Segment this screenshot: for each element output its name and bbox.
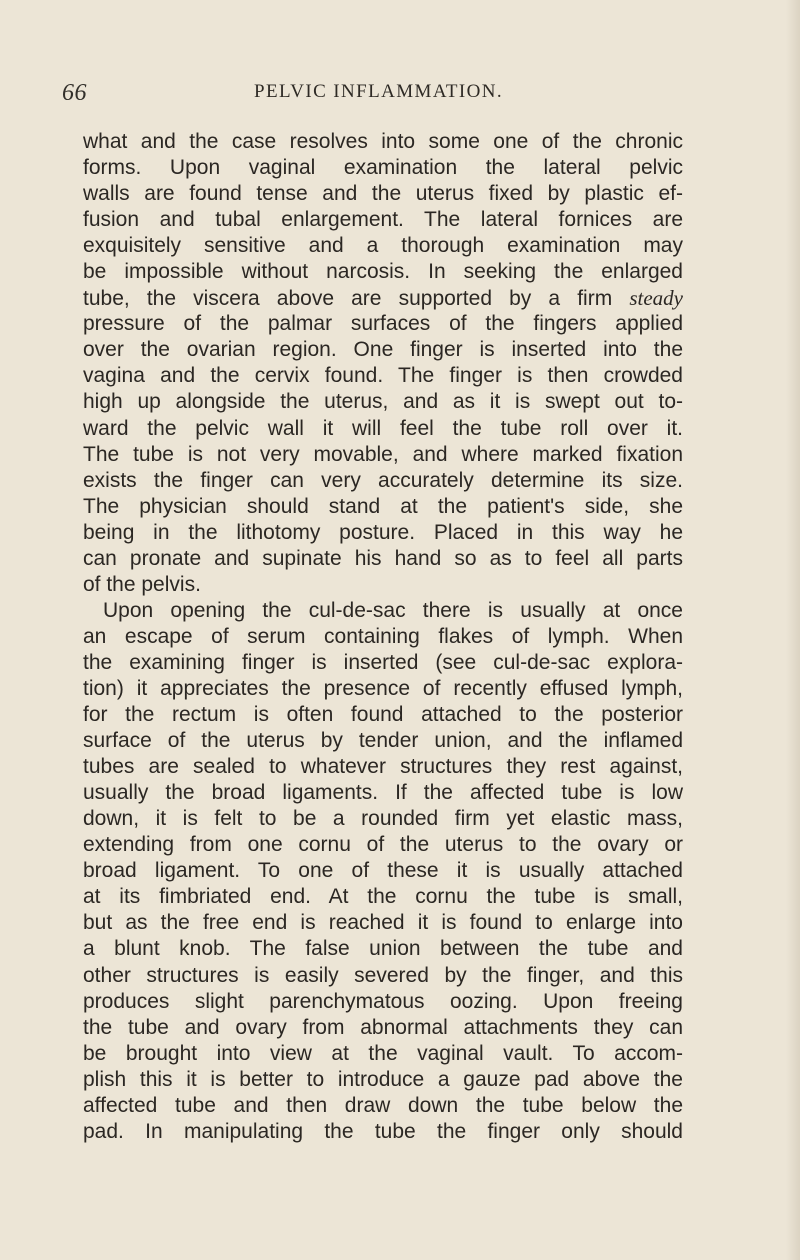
text-line: pressure of the palmar surfaces of the fingers applied xyxy=(83,312,683,336)
text-line: The physician should stand at the patient's side, she xyxy=(83,494,683,518)
text-line: exists the finger can very accurately determine its size. xyxy=(83,468,683,492)
text-line: at its fimbriated end. At the cornu the tube is small, xyxy=(83,885,683,909)
text-line: down, it is felt to be a rounded firm yet elastic mass, xyxy=(83,807,683,831)
text-line: but as the free end is reached it is found to enlarge into xyxy=(83,911,683,935)
text-line: pad. In manipulating the tube the finger only should xyxy=(83,1119,683,1143)
text-line: forms. Upon vaginal examination the lateral pelvic xyxy=(83,156,683,180)
text-line: fusion and tubal enlargement. The lateral fornices are xyxy=(83,208,683,232)
text-line: what and the case resolves into some one of the chronic xyxy=(83,130,683,153)
text-line: can pronate and supinate his hand so as to feel all parts xyxy=(83,546,683,570)
text-line: ward the pelvic wall it will feel the tube roll over it. xyxy=(83,416,683,440)
text-line: Upon opening the cul-de-sac there is usually at once xyxy=(103,598,683,622)
text-line: be brought into view at the vaginal vault. To accom- xyxy=(83,1041,683,1065)
text-line: over the ovarian region. One finger is inserted into the xyxy=(83,338,683,362)
text-line: other structures is easily severed by the finger, and this xyxy=(83,963,683,987)
text-line: produces slight parenchymatous oozing. Upon freeing xyxy=(83,989,683,1013)
text-line: of the pelvis. xyxy=(83,572,201,596)
text-line: usually the broad ligaments. If the affected tube is low xyxy=(83,781,683,805)
page-edge-shadow xyxy=(786,0,800,1260)
emphasized-word: steady xyxy=(629,286,683,311)
text-line: broad ligament. To one of these it is usually attached xyxy=(83,859,683,883)
text-line: the examining finger is inserted (see cul-de-sac explora- xyxy=(83,650,683,674)
text-line: an escape of serum containing flakes of lymph. When xyxy=(83,624,683,648)
text-line: plish this it is better to introduce a gauze pad above the xyxy=(83,1067,683,1091)
text-line: affected tube and then draw down the tube below the xyxy=(83,1093,683,1117)
text-line: being in the lithotomy posture. Placed in this way he xyxy=(83,520,683,544)
text-line: for the rectum is often found attached to the posterior xyxy=(83,703,683,727)
running-head xyxy=(0,80,800,110)
text-line: vagina and the cervix found. The finger is then crowded xyxy=(83,364,683,388)
text-line: tion) it appreciates the presence of recently effused lymph, xyxy=(83,676,683,700)
text-line: a blunt knob. The false union between the tube and xyxy=(83,937,683,961)
running-title: PELVIC INFLAMMATION. xyxy=(254,81,503,102)
text-line: be impossible without narcosis. In seeking the enlarged xyxy=(83,260,683,284)
text-line: exquisitely sensitive and a thorough examination may xyxy=(83,234,683,258)
text-line: The tube is not very movable, and where marked fixation xyxy=(83,442,683,466)
text-line: walls are found tense and the uterus fixed by plastic ef- xyxy=(83,182,683,206)
text-line: high up alongside the uterus, and as it is swept out to- xyxy=(83,390,683,414)
text-line: tubes are sealed to whatever structures they rest against, xyxy=(83,755,683,779)
page-number: 66 xyxy=(62,80,87,106)
text-segment: tube, the viscera above are supported by a firm xyxy=(83,287,613,311)
text-line: surface of the uterus by tender union, and the inflamed xyxy=(83,729,683,753)
text-line-with-emphasis xyxy=(83,285,683,311)
text-line: extending from one cornu of the uterus to the ovary or xyxy=(83,833,683,857)
body-text xyxy=(83,129,683,1145)
text-line: the tube and ovary from abnormal attachments they can xyxy=(83,1015,683,1039)
